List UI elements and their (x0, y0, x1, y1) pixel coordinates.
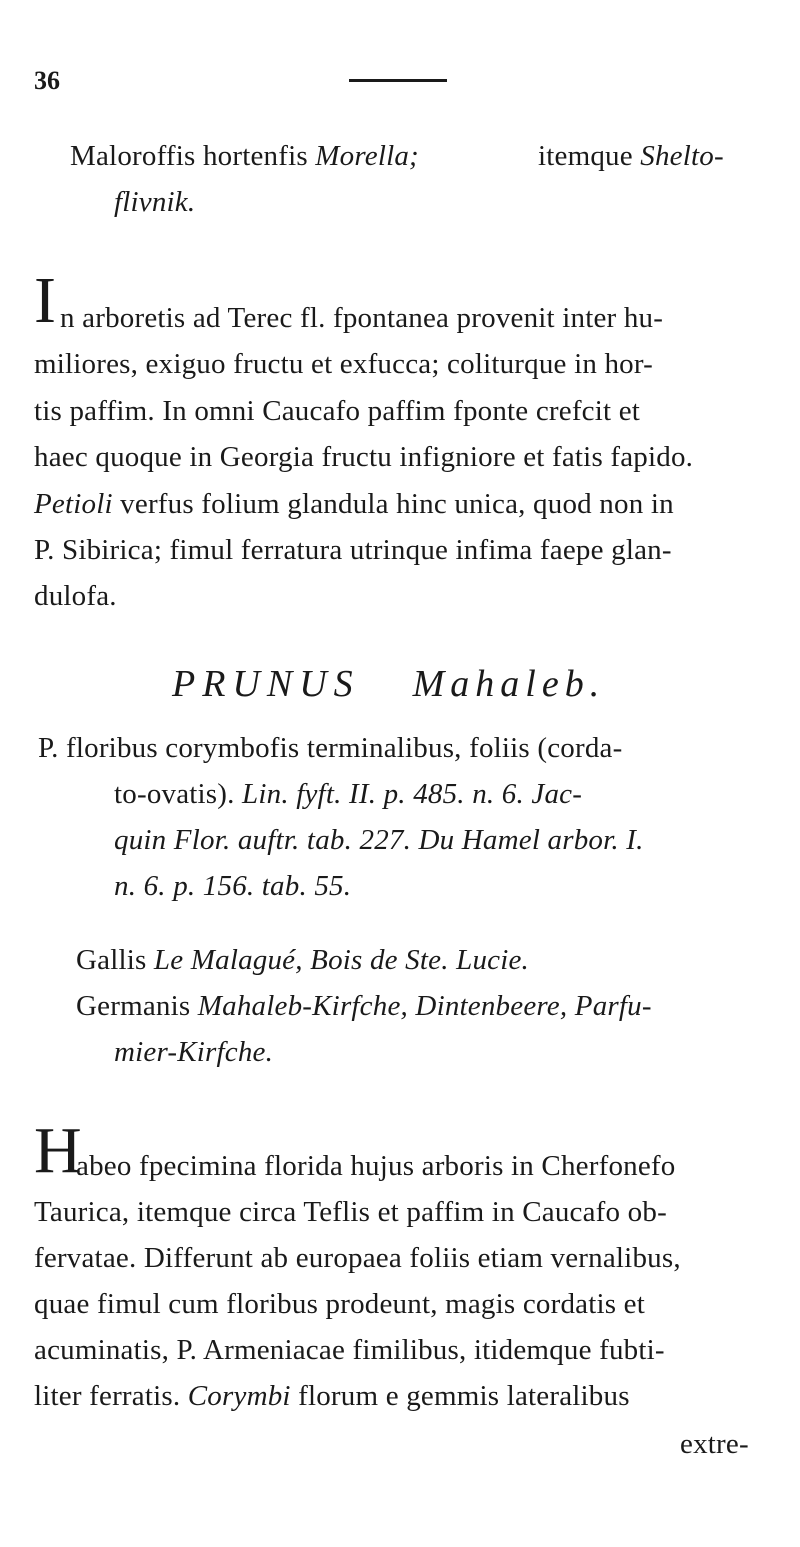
species-heading (172, 662, 605, 706)
para1-line-5 (34, 488, 674, 521)
diagnosis-line-1: P. floribus corymbofis terminalibus, foliis (corda- (38, 732, 623, 764)
intro-text: Maloroffis hortenfis (70, 140, 316, 172)
diagnosis-line-2 (114, 778, 582, 811)
diagnosis-line-4: n. 6. p. 156. tab. 55. (114, 870, 352, 902)
gallis-value: Le Malagué, Bois de Ste. Lucie. (153, 944, 529, 976)
intro-line-2: flivnik. (114, 186, 196, 218)
intro-shelto: Shelto- (640, 140, 724, 172)
para1-line-4: haec quoque in Georgia fructu infigniore et fatis fapido. (34, 441, 694, 473)
germanis-line (76, 990, 652, 1023)
para2-line-1: abeo fpecimina florida hujus arboris in Cherfonefo (76, 1150, 676, 1182)
para2-line-5: acuminatis, P. Armeniacae fimilibus, itidemque fubti- (34, 1334, 665, 1366)
para2-line6-c: florum e gemmis lateralibus (290, 1380, 630, 1412)
para1-line-7: dulofa. (34, 580, 117, 612)
para2-line-6 (34, 1380, 630, 1413)
para1-petioli: Petioli (34, 488, 113, 520)
page-number: 36 (34, 66, 60, 95)
species-epithet: Mahaleb. (412, 663, 606, 705)
header-rule (349, 79, 447, 82)
germanis-cont: mier-Kirfche. (114, 1036, 274, 1068)
para2-line6-a: liter ferratis. (34, 1380, 188, 1412)
drop-initial-h: H (34, 1114, 82, 1187)
diagnosis-line2-a: to-ovatis). (114, 778, 243, 810)
gallis-line (76, 944, 529, 977)
para1-line-6: P. Sibirica; fimul ferratura utrinque infima faepe glan- (34, 534, 672, 566)
para2-line-4: quae fimul cum floribus prodeunt, magis cordatis et (34, 1288, 646, 1320)
para2-line-3: fervatae. Differunt ab europaea foliis etiam vernalibus, (34, 1242, 681, 1274)
germanis-value: Mahaleb-Kirfche, Dintenbeere, Parfu- (197, 990, 652, 1022)
species-genus: PRUNUS (172, 663, 360, 705)
intro-itemque: itemque (538, 140, 641, 172)
para2-line-2: Taurica, itemque circa Teflis et paffim in Caucafo ob- (34, 1196, 667, 1228)
catchword: extre- (680, 1428, 749, 1460)
germanis-label: Germanis (76, 990, 198, 1022)
para2-corymbi: Corymbi (187, 1380, 291, 1412)
gallis-label: Gallis (76, 944, 154, 976)
para1-line-3: tis paffim. In omni Caucafo paffim fponte crefcit et (34, 395, 641, 427)
para1-line-2: miliores, exiguo fructu et exfucca; coliturque in hor- (34, 348, 654, 380)
intro-morella: Morella; (315, 140, 419, 172)
diagnosis-line2-b: Lin. fyft. II. p. 485. n. 6. Jac- (242, 778, 583, 810)
intro-line-1 (70, 140, 419, 173)
para1-line-1: n arboretis ad Terec fl. fpontanea provenit inter hu- (60, 302, 664, 334)
diagnosis-line-3: quin Flor. auftr. tab. 227. Du Hamel arbor. I. (114, 824, 644, 856)
drop-initial-i: I (34, 264, 56, 337)
intro-line-1-right (538, 140, 724, 173)
para1-line5-rest: verfus folium glandula hinc unica, quod non in (112, 488, 674, 520)
